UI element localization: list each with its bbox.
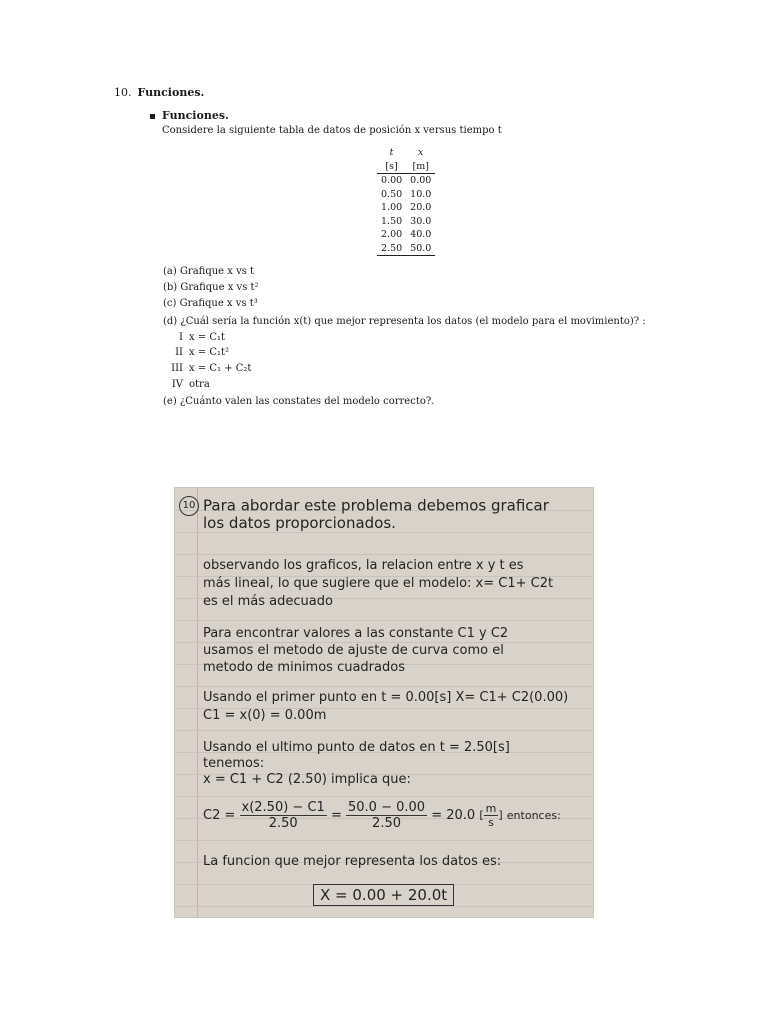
- question-d: (d) ¿Cuál sería la función x(t) que mejor representa los datos (el modelo para el movimiento)? :: [163, 316, 646, 327]
- note-line: Usando el ultimo punto de datos en t = 2.50[s]: [203, 740, 510, 755]
- note-line: los datos proporcionados.: [203, 514, 396, 532]
- table-header: x: [418, 147, 424, 159]
- table-header-row: [377, 146, 435, 160]
- table-unit: [s]: [377, 160, 406, 174]
- table-row: [377, 188, 435, 202]
- option-3: III x = C₁ + C₂t: [171, 363, 252, 374]
- option-2: II x = C₁t²: [175, 347, 230, 358]
- section-number: 10.: [114, 86, 132, 99]
- table-cell: 2.50: [377, 242, 406, 256]
- table-header: t: [389, 147, 394, 159]
- section-heading: [114, 86, 204, 99]
- table-cell: 10.0: [410, 188, 432, 200]
- note-line: metodo de minimos cuadrados: [203, 660, 405, 675]
- note-line: más lineal, lo que sugiere que el modelo: x= C1+ C2t: [203, 576, 554, 591]
- option-4: IV otra: [171, 379, 210, 390]
- note-line: Usando el primer punto en t = 0.00[s] X= C1+ C2(0.00): [203, 690, 569, 705]
- table-cell: 50.0: [406, 242, 435, 256]
- note-line: tenemos:: [203, 756, 265, 771]
- question-a: (a) Grafique x vs t: [163, 266, 255, 277]
- table-units-row: [377, 160, 435, 174]
- table-cell: 1.50: [381, 215, 403, 227]
- option-1: I x = C₁t: [179, 332, 226, 343]
- table-row: [377, 242, 435, 256]
- table-cell: 2.00: [381, 229, 403, 241]
- table-row: [377, 215, 435, 229]
- note-line: es el más adecuado: [203, 594, 333, 609]
- note-line: Para encontrar valores a las constante C1 y C2: [203, 626, 509, 641]
- note-line: x = C1 + C2 (2.50) implica que:: [203, 772, 411, 787]
- note-line: C1 = x(0) = 0.00m: [203, 708, 327, 723]
- table-cell: 1.00: [381, 202, 403, 214]
- section-title: Funciones.: [137, 86, 205, 99]
- fraction-equation: C2 = $\frac{x(2.50) - C1}{2.50}$ = $\frac{50.0 - 0.00}{2.50}$ = 20.0 [ $\frac{m}{s}$ ] entonces:: [203, 800, 561, 831]
- data-table: [377, 146, 435, 256]
- note-line: usamos el metodo de ajuste de curva como el: [203, 643, 504, 658]
- table-cell: 0.00: [410, 175, 432, 187]
- final-answer: X = 0.00 + 20.0t: [313, 886, 454, 904]
- question-e: (e) ¿Cuánto valen las constates del modelo correcto?.: [163, 396, 435, 407]
- note-line: La funcion que mejor representa los datos es:: [203, 854, 502, 869]
- table-cell: 0.50: [381, 188, 403, 200]
- table-row: [377, 228, 435, 242]
- table-unit: [m]: [406, 160, 435, 174]
- note-line: 10 Para abordar este problema debemos graficar: [179, 496, 549, 516]
- handwritten-notes-photo: [174, 487, 594, 918]
- table-cell: 30.0: [410, 215, 432, 227]
- subsection-heading: [150, 109, 229, 122]
- table-row: [377, 174, 435, 188]
- margin-line: [197, 488, 198, 917]
- table-row: [377, 201, 435, 215]
- table-cell: 20.0: [410, 202, 432, 214]
- question-c: (c) Grafique x vs t³: [163, 298, 258, 309]
- table-cell: 40.0: [410, 229, 432, 241]
- note-line: observando los graficos, la relacion entre x y t es: [203, 558, 524, 573]
- table-cell: 0.00: [381, 175, 403, 187]
- bullet-icon: [150, 114, 155, 119]
- subsection-title: Funciones.: [162, 109, 229, 122]
- intro-text: Considere la siguiente tabla de datos de posición x versus tiempo t: [162, 125, 502, 136]
- question-b: (b) Grafique x vs t²: [163, 282, 259, 293]
- problem-number: 10: [179, 496, 199, 516]
